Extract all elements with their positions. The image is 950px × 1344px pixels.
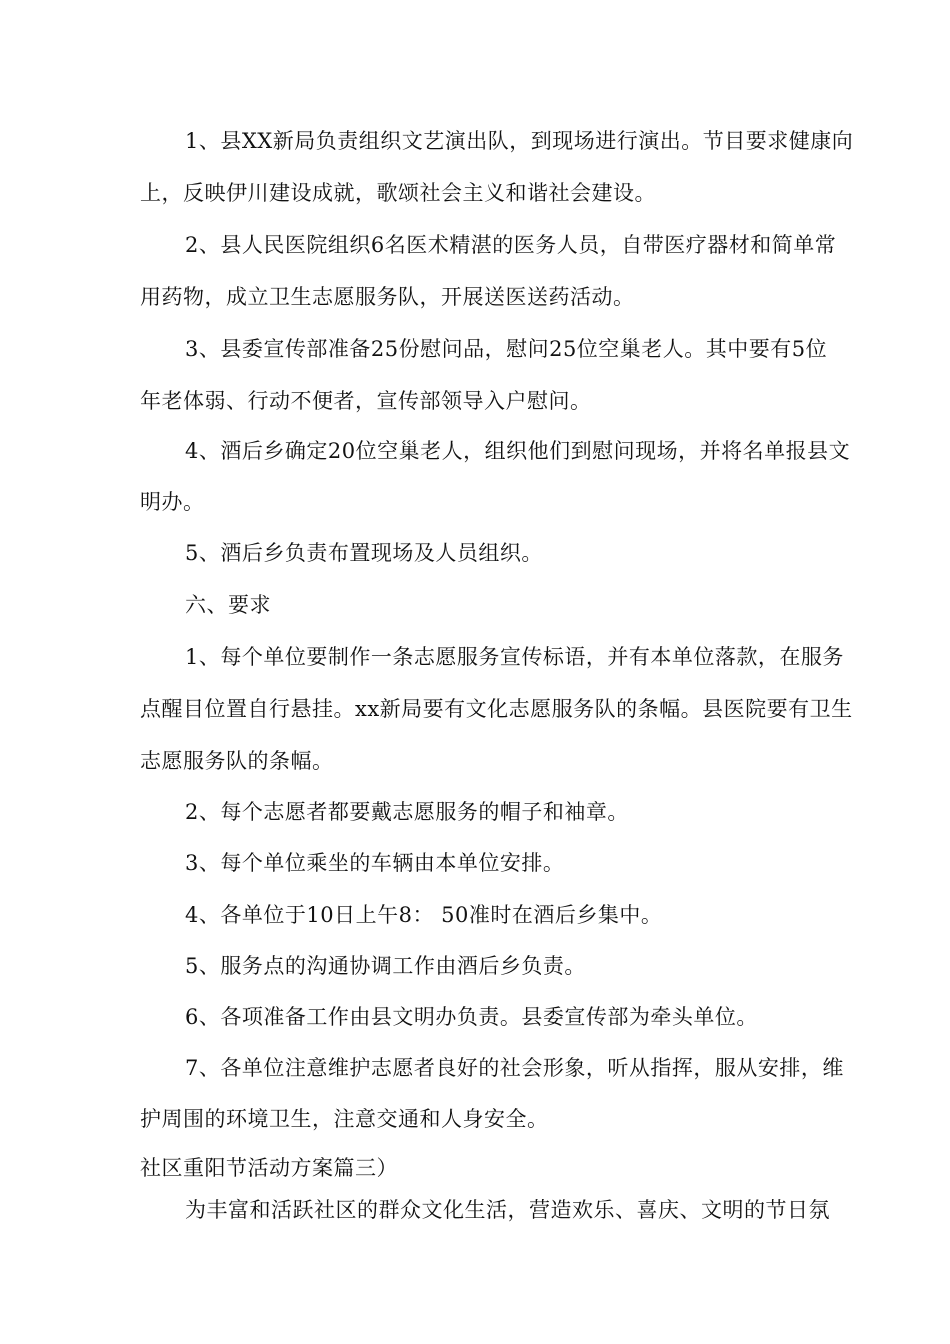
text-line: 为丰富和活跃社区的群众文化生活，营造欢乐、喜庆、文明的节日氛 — [185, 1198, 830, 1222]
text-line: 2、县人民医院组织6名医术精湛的医务人员，自带医疗器材和简单常 — [185, 233, 837, 257]
text-line: 上，反映伊川建设成就，歌颂社会主义和谐社会建设。 — [140, 181, 656, 205]
text-line: 护周围的环境卫生，注意交通和人身安全。 — [140, 1107, 549, 1131]
text-line: 明办。 — [140, 490, 205, 514]
text-line: 1、县XX新局负责组织文艺演出队，到现场进行演出。节目要求健康向 — [185, 129, 854, 153]
text-line: 4、酒后乡确定20位空巢老人，组织他们到慰问现场，并将名单报县文 — [185, 439, 851, 463]
text-line: 3、县委宣传部准备25份慰问品，慰问25位空巢老人。其中要有5位 — [185, 337, 828, 361]
text-line: 2、每个志愿者都要戴志愿服务的帽子和袖章。 — [185, 800, 629, 824]
section-title: 社区重阳节活动方案篇三） — [140, 1156, 398, 1180]
text-line: 5、酒后乡负责布置现场及人员组织。 — [185, 541, 543, 565]
text-line: 7、各单位注意维护志愿者良好的社会形象，听从指挥，服从安排，维 — [185, 1056, 844, 1080]
text-line: 点醒目位置自行悬挂。xx新局要有文化志愿服务队的条幅。县医院要有卫生 — [140, 697, 853, 721]
text-line: 3、每个单位乘坐的车辆由本单位安排。 — [185, 851, 565, 875]
text-line: 1、每个单位要制作一条志愿服务宣传标语，并有本单位落款，在服务 — [185, 645, 844, 669]
text-line: 6、各项准备工作由县文明办负责。县委宣传部为牵头单位。 — [185, 1005, 758, 1029]
text-line: 5、服务点的沟通协调工作由酒后乡负责。 — [185, 954, 586, 978]
text-line: 用药物，成立卫生志愿服务队，开展送医送药活动。 — [140, 285, 635, 309]
text-line: 志愿服务队的条幅。 — [140, 749, 334, 773]
text-line: 4、各单位于10日上午8： 50准时在酒后乡集中。 — [185, 903, 663, 927]
section-heading: 六、要求 — [185, 593, 271, 617]
text-line: 年老体弱、行动不便者，宣传部领导入户慰问。 — [140, 389, 592, 413]
